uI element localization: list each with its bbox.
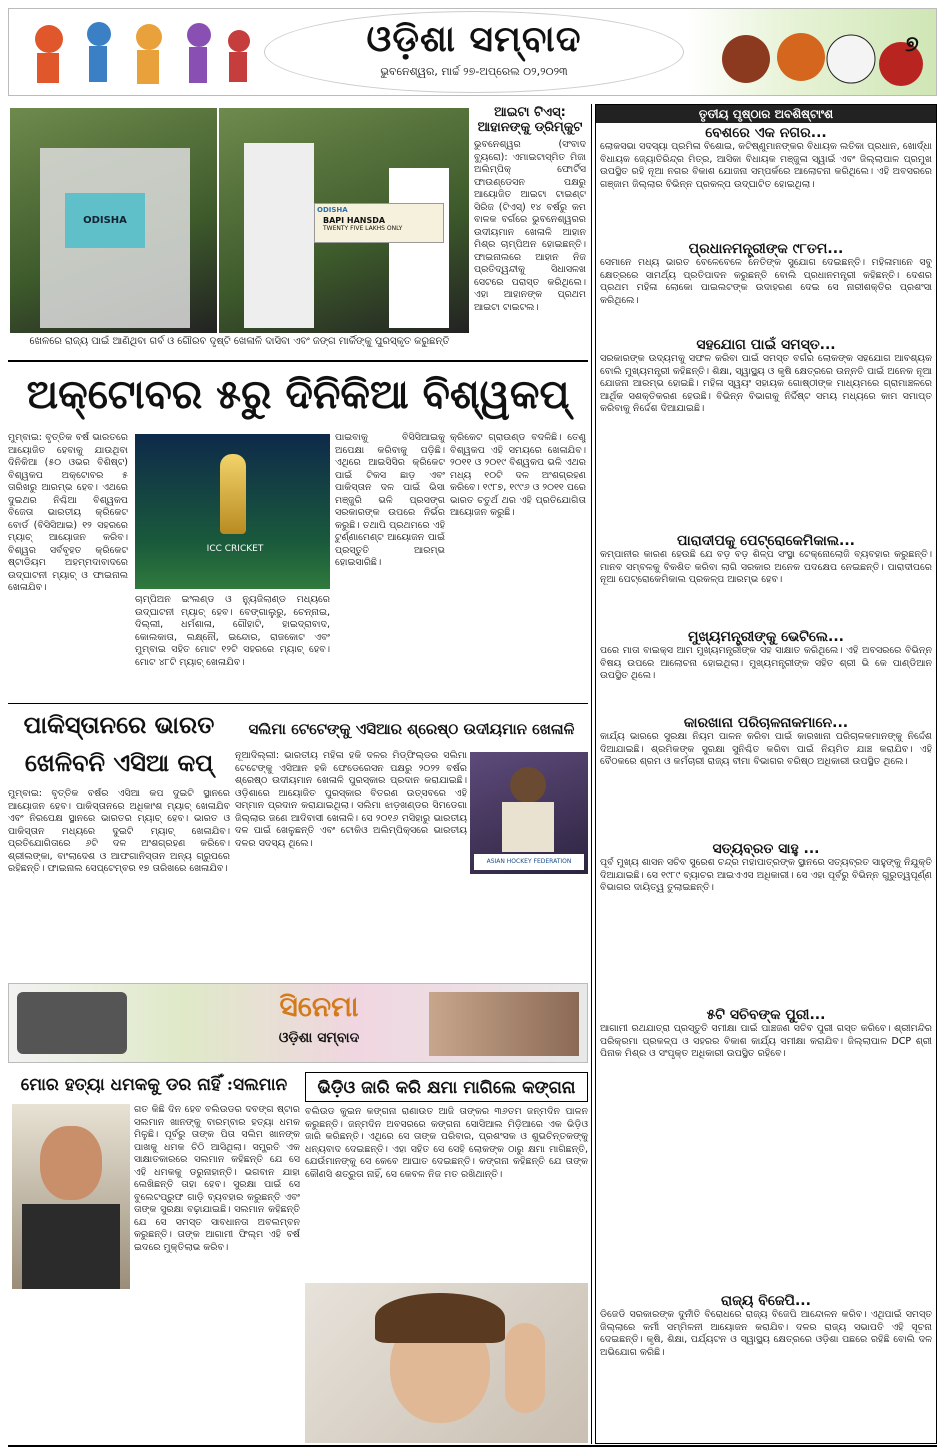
kangana-body: ବଲିଉଡ କୁଇନ କଙ୍ଗନା ରାଣାଉତ ଆଜି ତାଙ୍କର ୩୬ତମ ଜନ୍ମଦିନ ପାଳନ କରୁଛନ୍ତି। ଜନ୍ମଦିନ ଅବସରରେ କଙ୍ଗନା ସୋସିଆଲ ମିଡ଼ିଆରେ ଏକ ଭିଡ଼ିଓ ଜାରି କରିଛନ୍ତି। ଏଥିରେ ସେ ତାଙ୍କ ପରିବାର, ପ୍ରଶଂସକ ଓ ଶୁଭଚିନ୍ତକଙ୍କୁ ଧନ୍ୟବାଦ ଦେଇଛନ୍ତି। ଏହା ସହିତ ସେ ସେହି ଲୋକଙ୍କ ଠାରୁ କ୍ଷମା ମାଗିଛନ୍ତି, ଯେଉଁମାନଙ୍କୁ ସେ କେବେ ଆଘାତ ଦେଇଛନ୍ତି। କଙ୍ଗନା କହିଛନ୍ତି ଯେ ତାଙ୍କ କୌଣସି ଶତ୍ରୁତା ନାହିଁ, ସେ କେବଳ ନିଜ ମତ ରଖିଥାନ୍ତି। [305,1106,588,1180]
section-title: ପାରାଦୀପକୁ ପେଟ୍ରୋକେମିକାଲ... [676,533,855,549]
issue-date: ଭୁବନେଶ୍ୱର, ମାର୍ଚ୍ଚ ୨୭-ଅପ୍ରେଲ ୦୨,୨୦୨୩ [380,65,568,78]
worldcup-headline: ଅକ୍ଟୋବର ୫ରୁ ଦିନିକିଆ ବିଶ୍ୱକପ୍ [26,371,570,418]
section-body: ସରକାରଙ୍କ ଉଦ୍ୟମକୁ ସଫଳ କରିବା ପାଇଁ ସମସ୍ତ ବର୍ଗର ଲୋକଙ୍କ ସହଯୋଗ ଆବଶ୍ୟକ ବୋଲି ମୁଖ୍ୟମନ୍ତ୍ରୀ କହିଛନ୍ତି। ଶିକ୍ଷା, ସ୍ୱାସ୍ଥ୍ୟ ଓ କୃଷି କ୍ଷେତ୍ରରେ ଉନ୍ନତି ପାଇଁ ଅନେକ ନୂଆ ଯୋଜନା ଆରମ୍ଭ ହୋଇଛି। ମହିଳା ସ୍ୱୟଂ ସହାୟକ ଗୋଷ୍ଠୀଙ୍କ ମାଧ୍ୟମରେ ଗ୍ରାମାଞ୍ଚଳରେ ଆର୍ଥିକ ସଶକ୍ତିକରଣ ହେଉଛି। ବିଭିନ୍ନ ବିଭାଗକୁ ନିର୍ଦ୍ଦିଷ୍ଟ ସମୟ ମଧ୍ୟରେ କାମ ସମାପ୍ତ କରିବାକୁ ନିର୍ଦ୍ଦେଶ ଦିଆଯାଇଛି। [600,353,932,414]
federation-label: ASIAN HOCKEY FEDERATION [474,854,584,870]
salima-photo [470,752,588,874]
worldcup-col2: ଚାମ୍ପିଅନ ଇଂଲଣ୍ଡ ଓ ନ୍ୟୁଜିଲାଣ୍ଡ ମଧ୍ୟରେ ଉଦ୍‌ଘାଟନୀ ମ୍ୟାଚ୍ ହେବ। ବେଙ୍ଗାଲୁରୁ, ଚେନ୍ନାଇ, ଦିଲ୍ଲୀ, ଧର୍ମଶାଳା, ଗୌହାଟି, ହାଇଦ୍ରାବାଦ, କୋଲକାତା, ଲକ୍ଷ୍ନୌ, ଇନ୍ଦୋର, ରାଜକୋଟ ଏବଂ ମୁମ୍ବାଇ ସହିତ ମୋଟ ୧୨ଟି ସହରରେ ମ୍ୟାଚ୍ ହେବ। ମୋଟ ୪୮ଟି ମ୍ୟାଚ୍ ଖେଳାଯିବ। [135,594,330,668]
section-body: କାର୍ଯ୍ୟ ଭାରରେ ସୁରକ୍ଷା ନିୟମ ପାଳନ କରିବା ପାଇଁ କାରଖାନା ପରିଚାଳକମାନଙ୍କୁ ନିର୍ଦ୍ଦେଶ ଦିଆଯାଇଛି। ଶ୍ରମିକଙ୍କ ସୁରକ୍ଷା ସୁନିଶ୍ଚିତ କରିବା ପାଇଁ ନିୟମିତ ଯାଞ୍ଚ କରାଯିବ। ଏହି ବୈଠକରେ ଶ୍ରମ ଓ କର୍ମଚାରୀ ରାଜ୍ୟ ବୀମା ବିଭାଗର ବରିଷ୍ଠ ଅଧିକାରୀ ଉପସ୍ଥିତ ଥିଲେ। [600,731,932,767]
salman-body: ଗତ କିଛି ଦିନ ହେବ ବଲିଉଡର ଦବଙ୍ଗ ଷ୍ଟାର ସଲମାନ ଖାନଙ୍କୁ ବାରମ୍ବାର ହତ୍ୟା ଧମକ ମିଳୁଛି। ପୂର୍ବରୁ ତାଙ୍କ ପିତା ସଲିମ ଖାନଙ୍କ ପାଖକୁ ଧମକ ଚିଠି ଆସିଥିଲା। ସମ୍ପ୍ରତି ଏକ ସାକ୍ଷାତକାରରେ ସଲମାନ କହିଛନ୍ତି ଯେ ସେ ଏହି ଧମକକୁ ଡରୁନାହାନ୍ତି। ଭଗବାନ ଯାହା ଲେଖିଛନ୍ତି ତାହା ହେବ। ସୁରକ୍ଷା ପାଇଁ ସେ ବୁଲେଟପ୍ରୁଫ ଗାଡ଼ି ବ୍ୟବହାର କରୁଛନ୍ତି ଏବଂ ତାଙ୍କ ସୁରକ୍ଷା ବଢ଼ାଯାଇଛି। ସଲମାନ କହିଛନ୍ତି ଯେ ସେ ସମସ୍ତ ସାବଧାନତା ଅବଲମ୍ବନ କରୁଛନ୍ତି। ତାଙ୍କ ଆଗାମୀ ଫିଲ୍ମ ଏହି ବର୍ଷ ଇଦରେ ମୁକ୍ତିଲାଭ କରିବ। [134,1104,300,1253]
section-title: ୫ଟି ସଚିବଙ୍କ ପୁରୀ... [706,1007,826,1023]
trophy-label: ICC CRICKET [206,544,264,554]
cheque [314,203,444,243]
salman-headline: ମୋର ହତ୍ୟା ଧମକକୁ ଡର ନାହିଁ :ସଲମାନ [20,1075,288,1095]
section-body: ଲୋକସଭା ସଦସ୍ୟା ପ୍ରମିଳା ବିଶୋଇ, କଟିଷ୍ଣୁମାନଙ୍କର ବିଧାୟକ ଲତିକା ପ୍ରଧାନ, ଖୋର୍ଦ୍ଧା ବିଧାୟକ ଜ୍ୟୋତିରିନ୍ଦ୍ର ମିତ୍ର, ଆସିକା ବିଧାୟକ ମଞ୍ଜୁଳା ସ୍ୱାଇଁ ଏବଂ ଜିଲ୍ଲାପାଳ ପ୍ରମୁଖ ଉପସ୍ଥିତ ରହି ନୂଆ ନଗର ବିକାଶ ଯୋଜନା ସମ୍ପର୍କରେ ଆଲୋଚନା କରିଥିଲେ। ଏହି ଅବସରରେ ଗଞ୍ଜାମ ଜିଲ୍ଲାର ବିଭିନ୍ନ ପ୍ରକଳ୍ପ ଉଦ୍‌ଘାଟିତ ହୋଇଥିଲା। [600,141,932,190]
cinema-title: ସିନେମା [279,990,359,1023]
celebrity-photos [429,992,579,1056]
sports-illustration-left [9,9,259,96]
right-column [595,104,937,1444]
section-title: ସତ୍ୟବ୍ରତ ସାହୁ ... [712,841,820,857]
salman-body-cont [8,1292,300,1442]
page-number: ୭ [905,32,919,57]
masthead [8,8,937,96]
continuation-box-title: ତୃତୀୟ ପୃଷ୍ଠାର ଅବଶିଷ୍ଟାଂଶ [596,105,936,123]
worldcup-col4: କ୍ରିକେଟ ଗ୍ରାଉଣ୍ଡ ବଦଳିଛି। ତେଣୁ ବିଶ୍ୱକପ ଏହି ସମୟରେ ଖେଳାଯିବ। ୨୦୧୧ ଓ ୨୦୧୯ ବିଶ୍ୱକପ ଭଳି ଏଥର ମଧ୍ୟ ୧୦ଟି ଦଳ ଅଂଶଗ୍ରହଣ କରିବେ। ୧୯୮୭, ୧୯୯୬ ଓ ୨୦୧୧ ପରେ ଭାରତ ଚତୁର୍ଥ ଥର ଏହି ପ୍ରତିଯୋଗିତା ଆୟୋଜନ କରୁଛି। [450,432,586,518]
section-title: କାରଖାନା ପରିଚାଳନାକମାନେ... [683,715,849,731]
section-body: କମ୍ପାନୀର କାରଣ ହେଉଛି ଯେ ବଡ଼ ବଡ଼ ଶିଳ୍ପ ସଂସ୍ଥା ଟେକ୍‌ନୋଲୋଜି ବ୍ୟବହାର କରୁଛନ୍ତି। ମାନବ ସମ୍ବଳକୁ ବିକଶିତ କରିବା ଲାଗି ସରକାର ଅନେକ ପଦକ୍ଷେପ ନେଇଛନ୍ତି। ପାରାଦୀପରେ ନୂଆ ପେଟ୍ରୋକେମିକାଲ ପ୍ରକଳ୍ପ ଆରମ୍ଭ ହେବ। [600,549,932,585]
worldcup-col1: ମୁମ୍ବାଇ: ବୃତ୍ତିକ ବର୍ଷ ଭାରତରେ ଆୟୋଜିତ ହେବାକୁ ଯାଉଥିବା ଦିନିକିଆ (୫୦ ଓଭର ବିଶିଷ୍ଟ) ବିଶ୍ୱକପ ଅକ୍ଟୋବର ୫ ତାରିଖରୁ ଆରମ୍ଭ ହେବ। ଏଥରେ ଦୁଇଥର ନିଶ୍ଚିଆ ବିଶ୍ୱକପ ବିଜେତା ଭାରତୀୟ କ୍ରିକେଟ ବୋର୍ଡ (ବିସିସିଆଇ) ୧୨ ସହରରେ ମ୍ୟାଚ୍ ଆୟୋଜନ କରିବ। ବିଶ୍ୱର ସର୍ବବୃହତ କ୍ରିକେଟ ଷ୍ଟାଡିୟମ ଅହମ୍ମଦାବାଦରେ ଉଦ୍‌ଘାଟନୀ ମ୍ୟାଚ୍ ଓ ଫାଇନାଲ ଖେଳାଯିବ। [8,432,128,593]
cheque-amount: TWENTY FIVE LAKHS ONLY [323,225,403,232]
section-body: ପରେ ମାତା ବାଇକ୍ସ ଆମ ମୁଖ୍ୟମନ୍ତ୍ରୀଙ୍କ ସହ ସାକ୍ଷାତ କରିଥିଲେ। ଏହି ଅବସରରେ ବିଭିନ୍ନ ବିଷୟ ଉପରେ ଆଲୋଚନା ହୋଇଥିଲା। ମୁଖ୍ୟମନ୍ତ୍ରୀଙ୍କ ସହିତ ଶ୍ରୀ ଭି କେ ପାଣ୍ଡିଆନ ଉପସ୍ଥିତ ଥିଲେ। [600,645,932,681]
pakistan-headline: ପାକିସ୍ତାନରେ ଭାରତ ଖେଳିବନି ଏସିଆ କପ୍ [23,710,215,777]
section-title: ବେଶରେ ଏକ ନଗର... [705,125,827,141]
section-title: ପ୍ରଧାନମନ୍ତ୍ରୀଙ୍କ ୯୮ତମ... [688,241,844,257]
raised-hand [505,1323,545,1413]
worldcup-trophy-photo [135,434,330,589]
bottom-rule [8,1445,937,1447]
photo-caption: ଖେଳରେ ରାଜ୍ୟ ପାଇଁ ଆଣିଥିବା ଗର୍ବ ଓ ଗୌରବ ଦୃଷ୍ଟି ଖେଳାଳି ଦାସିବା ଏବଂ ଜଙ୍ଗ ମାର୍କିଙ୍କୁ ପୁରସ୍କୃତ କରୁଛନ୍ତି [29,336,450,347]
salima-headline: ସଲିମା ଟେଟେଙ୍କୁ ଏସିଆର ଶ୍ରେଷ୍ଠ ଉଦୀୟମାନ ଖେଳାଳି [248,720,575,738]
salima-body: ନୂଆଦିଲ୍ଲୀ: ଭାରତୀୟ ମହିଳା ହକି ଦଳର ମିଡ୍‌ଫିଲ୍ଡର ସଲିମା ଟେଟେଙ୍କୁ ଏସିଆନ ହକି ଫେଡେରେସନ ପକ୍ଷରୁ ୨୦୨୨ ବର୍ଷର ଶ୍ରେଷ୍ଠ ଉଦୀୟମାନ ଖେଳାଳି ପୁରସ୍କାର ପ୍ରଦାନ କରାଯାଇଛି। ଓଡ଼ିଶାରେ ଆୟୋଜିତ ପୁରସ୍କାର ବିତରଣ ଉତ୍ସବରେ ଏହି ସମ୍ମାନ ପ୍ରଦାନ କରାଯାଇଥିଲା। ସଲିମା ଝାଡ଼ଖଣ୍ଡର ସିମଡେଗା ଜିଲ୍ଲାର ଜଣେ ଆଦିବାସୀ ଖେଳାଳି। ସେ ୨୦୧୬ ମସିହାରୁ ଭାରତୀୟ ଦଳ ପାଇଁ ଖେଳୁଛନ୍ତି ଏବଂ ଟୋକିଓ ଅଲିମ୍ପିକ୍ସରେ ଭାରତୀୟ ଦଳର ସଦସ୍ୟ ଥିଲେ। [235,750,467,849]
kangana-headline: ଭିଡ଼ିଓ ଜାରି କରି କ୍ଷମା ମାଗିଲେ କଙ୍ଗନା [305,1072,588,1102]
kangana-photo [305,1283,588,1443]
section-title: ମୁଖ୍ୟମନ୍ତ୍ରୀଙ୍କୁ ଭେଟିଲେ... [688,629,844,645]
salman-photo [12,1104,130,1289]
section-title: ସହଯୋଗ ପାଇଁ ସମସ୍ତ... [696,337,836,353]
continuation-list [596,123,936,1444]
photo-football-jersey [10,108,217,333]
film-reel-icon [17,992,127,1054]
worldcup-col3: ପାଇବାକୁ ବିସିସିଆଇକୁ ଅପେକ୍ଷା କରିବାକୁ ପଡ଼ିଛି। ଏଥିରେ ଆଇସିସିର କ୍ରିକେଟ ପାଇଁ ଟିକସ ଛାଡ଼ ଏବଂ ପାକିସ୍ତାନ ଦଳ ପାଇଁ ଭିସା ମଞ୍ଜୁରି ଭଳି ପ୍ରସଙ୍ଗ ସରକାରଙ୍କ ଉପରେ ନିର୍ଭର କରୁଛି। ତଥାପି ପ୍ରଥମରେ ଏହି ଟୁର୍ଣ୍ଣାମେଣ୍ଟ ଆୟୋଜନ ପାଇଁ ପ୍ରସ୍ତୁତି ଆରମ୍ଭ ହୋଇସାରିଛି। [335,432,445,568]
masthead-title-oval [264,11,684,93]
section-body: ପୂର୍ବ ମୁଖ୍ୟ ଶାସନ ସଚିବ ସୁରେଶ ଚନ୍ଦ୍ର ମହାପାତ୍ରଙ୍କ ସ୍ଥାନରେ ସତ୍ୟବ୍ରତ ସାହୁଙ୍କୁ ନିଯୁକ୍ତି ଦିଆଯାଇଛି। ସେ ୧୯୮୯ ବ୍ୟାଚର ଆଇଏଏସ ଅଧିକାରୀ। ସେ ଏହା ପୂର୍ବରୁ ବିଭିନ୍ନ ଗୁରୁତ୍ୱପୂର୍ଣ୍ଣ ବିଭାଗର ଦାୟିତ୍ୱ ତୁଲାଇଛନ୍ତି। [600,857,932,893]
photo-cheque-presentation [219,108,469,333]
newspaper-title: ଓଡ଼ିଶା ସମ୍ବାଦ [366,18,582,60]
pakistan-body: ମୁମ୍ବାଇ: ବୃତ୍ତିକ ବର୍ଷର ଏସିଆ କପ ଦୁଇଟି ସ୍ଥାନରେ ଆୟୋଜନ ହେବ। ପାକିସ୍ତାନରେ ଅଧିକାଂଶ ମ୍ୟାଚ୍ ଖେଳାଯିବ ଏବଂ ନିରପେକ୍ଷ ସ୍ଥାନରେ ଭାରତର ମ୍ୟାଚ୍ ହେବ। ଭାରତ ଓ ପାକିସ୍ତାନ ମଧ୍ୟରେ ଦୁଇଟି ମ୍ୟାଚ୍ ଖେଳାଯିବ। ପ୍ରତିଯୋଗିତାରେ ୬ଟି ଦଳ ଅଂଶଗ୍ରହଣ କରିବେ। ଶ୍ରୀଲଙ୍କା, ବାଂଲାଦେଶ ଓ ଆଫଗାନିସ୍ତାନ ଅନ୍ୟ ଗ୍ରୁପରେ ରହିଛନ୍ତି। ଫାଇନାଲ ସେପ୍ଟେମ୍ବର ୧୭ ତାରିଖରେ ଖେଳାଯିବ। [8,788,230,874]
section-title: ରାଜ୍ୟ ବିଜେପି... [721,1293,811,1309]
aaita-body: ଭୁବନେଶ୍ୱର (ସଂବାଦ ବ୍ୟୁରୋ): ଏମାଇଟାସ୍ମିତ ମିଜା ଅଲିମ୍ପିକ୍ ଫୋର୍ଟିସ ଫାଉଣ୍ଡେସନ ପକ୍ଷରୁ ଆୟୋଜିତ ଆଇଟା ଟାଇଣ୍ଟ ସିରିଜ (ଟିଏସ୍) ୧୪ ବର୍ଷରୁ କମ ବାଳକ ବର୍ଗରେ ଭୁବନେଶ୍ୱରର ଉଦୀୟମାନ ଖେଳାଳି ଆହାନ ମିଶ୍ର ଚାମ୍ପିଅନ ହୋଇଛନ୍ତି। ଫାଇନାଲରେ ଆହାନ ନିଜ ପ୍ରତିଦ୍ୱନ୍ଦୀକୁ ସିଧାସଳଖ ସେଟରେ ପରାସ୍ତ କରିଥିଲେ। ଏହା ଆହାନଙ୍କ ପ୍ରଥମ ଆଇଟା ଟାଇଟଲ। [474,139,586,313]
jersey: ODISHA [65,193,145,248]
aaita-story [474,105,586,355]
aaita-subtitle: ଆହାନଙ୍କୁ ଡ୍ରିମ୍‌କୁଟ [477,120,583,135]
section-body: ଡିଜେଡି ସରକାରଙ୍କ ଦୁର୍ନୀତି ବିରୋଧରେ ରାଜ୍ୟ ବିଜେପି ଆନ୍ଦୋଳନ କରିବ। ଏଥିପାଇଁ ସମସ୍ତ ଜିଲ୍ଲାରେ କର୍ମୀ ସମ୍ମିଳନୀ ଆୟୋଜନ କରାଯିବ। ଦଳର ରାଜ୍ୟ ସଭାପତି ଏହି ସୂଚନା ଦେଇଛନ୍ତି। କୃଷି, ଶିକ୍ଷା, ପର୍ଯ୍ୟଟନ ଓ ସ୍ୱାସ୍ଥ୍ୟ କ୍ଷେତ୍ରରେ ଓଡ଼ିଶା ପଛରେ ରହିଛି ବୋଲି ଦଳ ଅଭିଯୋଗ କରିଛି। [600,1309,932,1358]
cinema-banner [8,983,588,1063]
section-body: ଆଗାମୀ ରଥଯାତ୍ରା ପ୍ରସ୍ତୁତି ସମୀକ୍ଷା ପାଇଁ ପାଞ୍ଚଜଣ ସଚିବ ପୁରୀ ଗସ୍ତ କରିବେ। ଶ୍ରୀମନ୍ଦିର ପରିକ୍ରମା ପ୍ରକଳ୍ପ ଓ ସହରର ବିକାଶ କାର୍ଯ୍ୟ ସମୀକ୍ଷା କରାଯିବ। ଜିଲ୍ଲାପାଳ DCP ଶ୍ରୀ ପିନାକ ମିଶ୍ର ଓ ସଂପୃକ୍ତ ଅଧିକାରୀ ଉପସ୍ଥିତ ରହିବେ। [600,1023,932,1059]
trophy-icon [220,454,246,534]
cinema-subtitle: ଓଡ଼ିଶା ସମ୍ବାଦ [278,1030,360,1046]
cheque-brand: ODISHA [317,206,348,214]
cheque-name: BAPI HANSDA [323,216,386,225]
aaita-title: ଆଇଟା ଟିଏସ୍: [494,105,566,120]
divider [8,360,588,362]
divider [8,703,588,704]
column-divider [591,104,592,1444]
section-body: ସେମାନେ ମଧ୍ୟ ଭାରତ ବେଳେବେଳେ ନେତିଙ୍କ ସୁଯୋଗ ଦେଇଛନ୍ତି। ମହିଳାମାନେ ସବୁ କ୍ଷେତ୍ରରେ ସାମର୍ଥ୍ୟ ପ୍ରତିପାଦନ କରୁଛନ୍ତି ବୋଲି ପ୍ରଧାନମନ୍ତ୍ରୀ କହିଛନ୍ତି। ଦେଶର ପ୍ରଥମ ମହିଳା ଲୋକୋ ପାଇଲଟଙ୍କ ଉଦାହରଣ ଦେଇ ସେ ନାରୀଶକ୍ତିର ପ୍ରଶଂସା କରିଥିଲେ। [600,257,932,306]
